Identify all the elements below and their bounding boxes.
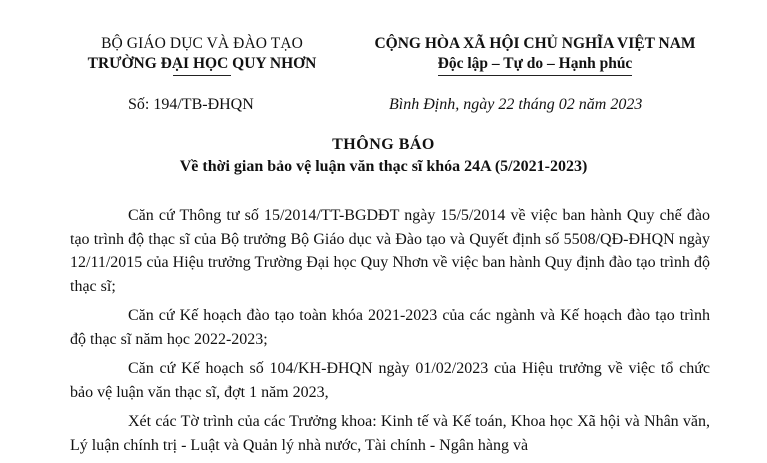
document-body: [70, 204, 710, 463]
header-underline: [173, 75, 231, 76]
ministry-name: BỘ GIÁO DỤC VÀ ĐÀO TẠO: [101, 35, 303, 52]
date-line: Bình Định, ngày 22 tháng 02 năm 2023: [389, 96, 643, 113]
national-header: [355, 34, 715, 76]
national-motto: Độc lập – Tự do – Hạnh phúc: [438, 54, 633, 76]
paragraph: Căn cứ Kế hoạch số 104/KH-ĐHQN ngày 01/02/2023 của Hiệu trưởng về việc tổ chức bảo vệ luận văn thạc sĩ, đợt 1 năm 2023,: [70, 360, 710, 401]
paragraph: Căn cứ Thông tư số 15/2014/TT-BGDĐT ngày 15/5/2014 về việc ban hành Quy chế đào tạo trình độ thạc sĩ của Bộ trưởng Bộ Giáo dục và Đào tạo và Quyết định số 5508/QĐ-ĐHQN ngày 12/11/2015 của Hiệu trưởng Trường Đại học Quy Nhơn về việc ban hành Quy định đào tạo trình độ thạc sĩ;: [70, 207, 710, 295]
paragraph: Căn cứ Kế hoạch đào tạo toàn khóa 2021-2023 của các ngành và Kế hoạch đào tạo trình độ thạc sĩ năm học 2022-2023;: [70, 307, 710, 348]
university-name: TRƯỜNG ĐẠI HỌC QUY NHƠN: [87, 55, 317, 72]
country-name: CỘNG HÒA XÃ HỘI CHỦ NGHĨA VIỆT NAM: [374, 35, 696, 52]
document-subtitle: Về thời gian bảo vệ luận văn thạc sĩ khóa 24A (5/2021-2023): [179, 158, 588, 175]
issuer-header: [62, 34, 342, 76]
document-title: THÔNG BÁO: [332, 136, 435, 153]
document-number: Số: 194/TB-ĐHQN: [128, 96, 254, 113]
paragraph: Xét các Tờ trình của các Trưởng khoa: Kinh tế và Kế toán, Khoa học Xã hội và Nhân văn, Lý luận chính trị - Luật và Quản lý nhà nước, Tài chính - Ngân hàng và: [70, 413, 710, 454]
